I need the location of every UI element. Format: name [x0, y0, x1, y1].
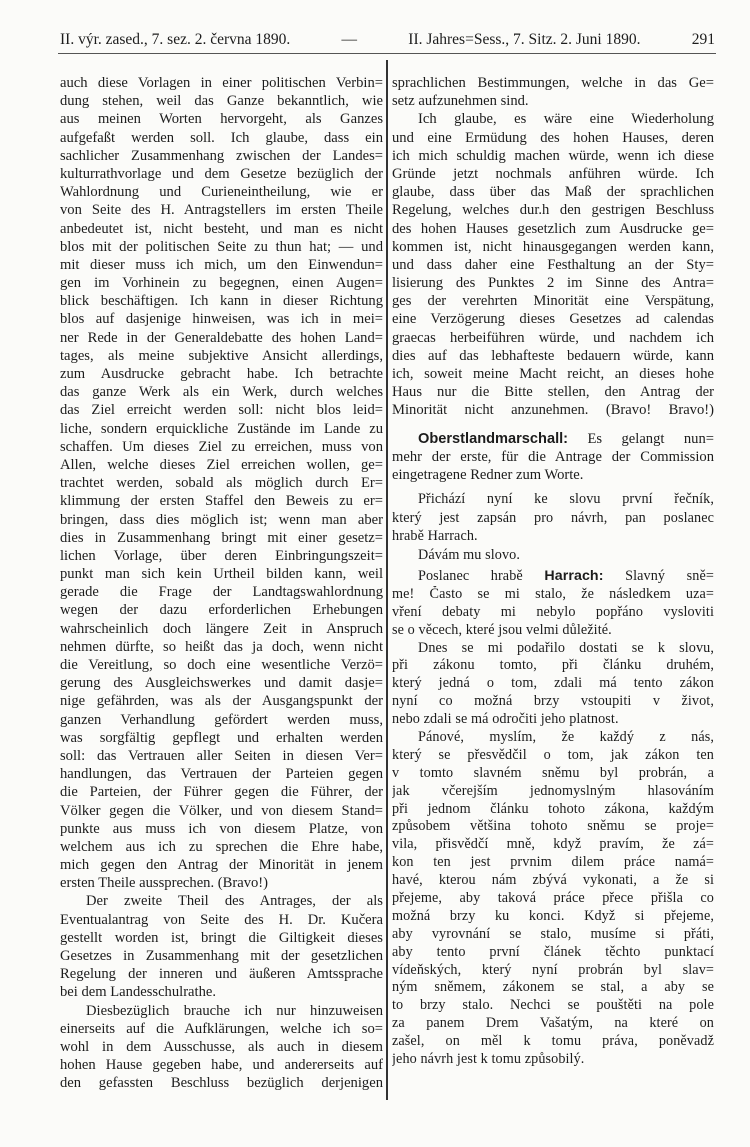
- text-line: Ich glaube, es wäre eine Wiederholung: [418, 111, 714, 128]
- text-line: Allen, welche dieses Ziel erreichen wollen, ge=: [60, 456, 383, 473]
- header-german: II. Jahres=Sess., 7. Sitz. 2. Juni 1890.: [408, 31, 641, 48]
- text-line: punkte aus muss ich von diesem Platze, von: [60, 820, 383, 837]
- text-line: mich gegen den Antrag der Minorität in jenem: [60, 857, 383, 874]
- text-line: dies auf das lebhafteste bedauern würde, kann: [392, 347, 714, 364]
- text-line: blos auf dasjenige hinweisen, was ich in mei=: [60, 311, 383, 328]
- running-header: [60, 30, 715, 50]
- text-line: lisierung des Punktes 2 im Sinne des Antra=: [392, 275, 714, 292]
- text-line: dung stehen, weil das Ganze bekanntlich, wie: [60, 93, 383, 110]
- text-line: kommen ist, nicht hinausgegangen werden kann,: [392, 238, 714, 255]
- text-line: soll: das Vertrauen aller Seiten in diesen Ver=: [60, 747, 383, 764]
- speaker-oberstlandmarschall: [392, 430, 714, 485]
- text-line: vila, přisvědčí mně, když pravím, že zá=: [392, 836, 714, 853]
- text-line: sprachlichen Bestimmungen, welche in das Ge=: [392, 75, 714, 91]
- text-line: který se přesvědčil o tom, jak zákon ten: [392, 746, 714, 763]
- text-line: eingetragene Redner zum Worte.: [392, 467, 584, 484]
- text-line: Wahlordnung und Curieneintheilung, wie er: [60, 184, 383, 201]
- text-line: ganzen Verhandlung gefördert werden muss,: [60, 711, 383, 728]
- text-line: anbedeutet ist, nicht besteht, und man es nicht: [60, 220, 383, 237]
- text-line: und eine Ermüdung des hohen Hauses, deren: [392, 129, 714, 146]
- text-line: hohen Hause gegeben habe, und andererseits auf: [60, 1057, 383, 1074]
- text-line: možná brzy ku konci. Když si přejeme,: [392, 907, 714, 924]
- text-line: lichen Vorlage, über deren Einbringungszeit=: [60, 547, 383, 564]
- text-line: nige gefährden, was als der Ausgangspunkt der: [60, 693, 383, 710]
- text-line: welchem aus ich zu sprechen die Ehre habe,: [60, 838, 383, 855]
- text-line: auch diese Vorlagen in einer politischen Verbin=: [60, 75, 383, 91]
- text-line: který jedná o tom, zdali má tento zákon: [392, 675, 714, 692]
- text-line: eine Verzögerung dieses Gesetzes ad calendas: [392, 311, 714, 328]
- text-line: den gefassten Beschluss bezüglich derjenigen: [60, 1075, 383, 1092]
- text-line: trachtet werden, sobald als möglich durch Er=: [60, 475, 383, 492]
- text-line: jeho návrh jest k tomu způsobilý.: [392, 1051, 585, 1068]
- text-line: gestellt worden ist, bringt die Giltigkeit dieses: [60, 929, 383, 946]
- text-line: ner Rede in der Generaldebatte des hohen Land=: [60, 329, 383, 346]
- text-line: Völker gegen die Völker, und von diesem Stand=: [60, 802, 383, 819]
- text-line: setz aufzunehmen sind.: [392, 93, 529, 110]
- text-line: ges der verehrten Minorität eine Verspätung,: [392, 293, 714, 310]
- text-line: zašel, on měl k tomu práva, poněvadž: [392, 1033, 714, 1050]
- speaker-name: Harrach:: [544, 568, 604, 584]
- text-line: blos mit der politischen Seite zu thun hat; — und: [60, 238, 383, 255]
- text-line: to brzy stalo. Nechci se pouštěti na pole: [392, 997, 714, 1014]
- text-line: nyní co možná brzy vstoupiti v život,: [392, 693, 714, 710]
- text-line: punkt man sich kein Urtheil bilden kann, weil: [60, 566, 383, 583]
- text-line: glaube, dass über das Maß der sprachlichen: [392, 184, 714, 201]
- right-column-german: [392, 74, 714, 420]
- speaker-name: Oberstlandmarschall:: [418, 431, 569, 447]
- text-line: liche, sondern erquickliche Zustände im Lande zu: [60, 420, 383, 437]
- text-line: die Parteien, der Führer gegen die Führer, der: [60, 784, 383, 801]
- text-line: mehr der erste, für die Antrage der Commission: [392, 449, 714, 466]
- text-line: aufgefaßt werden soll. Ich glaube, dass ein: [60, 129, 383, 146]
- text-line: klimmung der ersten Staffel den Beweis zu er=: [60, 493, 383, 510]
- text-line: wegen der dazu erforderlichen Erhebungen: [60, 602, 383, 619]
- text-line: havé, kterou nám zbývá vykonati, a že si: [392, 872, 714, 889]
- text-line: Regelung, welches dur.h den gestrigen Beschluss: [392, 202, 714, 219]
- text-line: Haus nur die Bitte stellen, den Antrag der: [392, 384, 714, 401]
- text-line: gen im Vorhinein zu begegnen, einen Augen=: [60, 275, 383, 292]
- text-line: v tomto slavném sněmu byl probrán, a: [392, 764, 714, 781]
- text-line: aby tento první článek těchto punktací: [392, 943, 714, 960]
- text-line: gerung des Ausgleichswerkes und damit dasje=: [60, 675, 383, 692]
- text-line: vídeňských, který nyní probrán byl slav=: [392, 961, 714, 978]
- speech-lines: [392, 448, 714, 484]
- text-line: dies in Zusammenhang bringt mit einer gesetz=: [60, 529, 383, 546]
- text-line: Regelung der inneren und äußeren Amtssprache: [60, 966, 383, 983]
- text-line: nebo zdali se má odročiti jeho platnost.: [392, 711, 619, 728]
- text-line: des hohen Hauses gesetzlich zum Ausdrucke ge=: [392, 220, 714, 237]
- text-line: za panem Drem Vašatým, na které on: [392, 1015, 714, 1032]
- text-line: vření debaty mi nebylo popřáno vysloviti: [392, 603, 714, 620]
- speaker-harrach: [392, 568, 714, 1069]
- text-line: aus meinen Worten hervorgeht, als Ganzes: [60, 111, 383, 128]
- speech-line: [392, 568, 714, 586]
- text-line: das Ziel erreicht werden soll: nicht blos leid=: [60, 402, 383, 419]
- speech-text: Slavný sně=: [625, 568, 714, 584]
- text-line: ich, soweit meine Macht reicht, an dieses hohe: [392, 366, 714, 382]
- text-line: Eventualantrag von Seite des H. Dr. Kučera: [60, 911, 383, 928]
- text-line: mit dieser muss ich mich, um den Einwendun=: [60, 256, 383, 273]
- text-line: Gründe jetzt nochmals anführen würde. Ich: [392, 165, 714, 182]
- text-line: bringen, dass dies möglich ist; wenn man aber: [60, 511, 383, 528]
- text-line: Přichází nyní ke slovu první řečník,: [418, 491, 714, 507]
- text-line: který jest zapsán pro návrh, pan poslanec: [392, 509, 714, 526]
- text-line: hrabě Harrach.: [392, 528, 478, 544]
- text-line: handlungen, das Vertrauen der Parteien gegen: [60, 766, 383, 783]
- speech-text: Es gelangt nun=: [587, 431, 714, 447]
- text-line: sachlicher Zusammenhang zwischen der Landes=: [60, 147, 383, 164]
- text-line: aby vyrovnání se stalo, musíme si přáti,: [392, 925, 714, 942]
- speaker-prefix: Poslanec hrabě: [418, 568, 523, 584]
- column-divider: [386, 60, 388, 1100]
- text-line: einerseits auf die Aufklärungen, welche ich so=: [60, 1020, 383, 1037]
- header-czech: II. výr. zased., 7. sez. 2. června 1890.: [60, 31, 291, 48]
- speech-lines: [392, 586, 714, 1069]
- text-line: was sorgfältig gepflegt und erhalten werden: [60, 729, 383, 746]
- text-line: tages, als meine subjektive Ansicht allerdings,: [60, 347, 383, 364]
- text-line: zum Ausdrucke gebracht habe. Ich betrachte: [60, 366, 383, 382]
- page-number: 291: [691, 31, 715, 48]
- text-line: schaffen. Um dieses Ziel zu erreichen, muss von: [60, 438, 383, 455]
- text-line: wohl in dem Ausschusse, als auch in diesem: [60, 1038, 383, 1055]
- text-line: das ganze Werk als ein Werk, durch welches: [60, 384, 383, 401]
- text-line: ich mich schuldig machen würde, wenn ich diese: [392, 147, 714, 164]
- text-line: nehmen dürfte, so heißt das ja doch, wenn nicht: [60, 638, 383, 655]
- text-line: Dnes se mi podařilo dostati se k slovu,: [418, 639, 714, 656]
- text-line: Dávám mu slovo.: [418, 546, 520, 563]
- text-line: gerade die Frage der Landtagswahlordnung: [60, 584, 383, 601]
- text-line: Der zweite Theil des Antrages, der als: [86, 893, 383, 910]
- text-line: způsobem většina tohoto sněmu se proje=: [392, 818, 714, 835]
- text-line: ersten Theile aussprechen. (Bravo!): [60, 875, 269, 892]
- text-line: von Seite des H. Antragstellers im ersten Theile: [60, 202, 383, 219]
- text-line: kulturrathvorlage und dem Gesetze bezüglich der: [60, 165, 383, 182]
- text-line: Gesetzes in Zusammenhang mit der gesetzlichen: [60, 948, 383, 964]
- text-line: při zákonu tomto, při článku druhém,: [392, 657, 714, 674]
- text-line: blick beschäftigen. Ich kann in dieser Richtung: [60, 293, 383, 310]
- text-line: přejeme, aby taková práce přece přišla co: [392, 890, 714, 907]
- text-line: ným sněmem, zákonem se stal, a aby se: [392, 979, 714, 996]
- text-line: kon ten jest prvnim dilem práce namá=: [392, 854, 714, 871]
- speech-line: [392, 430, 714, 448]
- header-dash: —: [341, 31, 358, 48]
- text-line: Pánové, myslím, že každý z nás,: [418, 729, 714, 746]
- text-line: die Vereitlung, so doch eine wesentliche Verzö=: [60, 657, 383, 673]
- text-line: und dass daher eine Festhaltung an der Sty=: [392, 256, 714, 273]
- text-line: při jednom článku tohoto zákona, každým: [392, 800, 714, 817]
- text-line: bei dem Landesschulrathe.: [60, 984, 217, 1001]
- text-line: Diesbezüglich brauche ich nur hinzuweisen: [86, 1002, 383, 1019]
- czech-announcement: [392, 490, 714, 564]
- text-line: Minorität nicht anzunehmen. (Bravo! Bravo!): [392, 402, 714, 419]
- text-line: wahrscheinlich doch längere Zeit in Anspruch: [60, 620, 383, 637]
- text-line: se o věcech, které jsou velmi důležité.: [392, 621, 612, 638]
- text-line: graecas herbeiführen würde, und nachdem ich: [392, 329, 714, 346]
- text-line: jak včerejším jednomyslným hlasováním: [392, 782, 714, 799]
- header-rule: [58, 53, 716, 54]
- left-column: [60, 74, 383, 1093]
- text-line: me! Často se mi stalo, že následkem uza=: [392, 585, 714, 602]
